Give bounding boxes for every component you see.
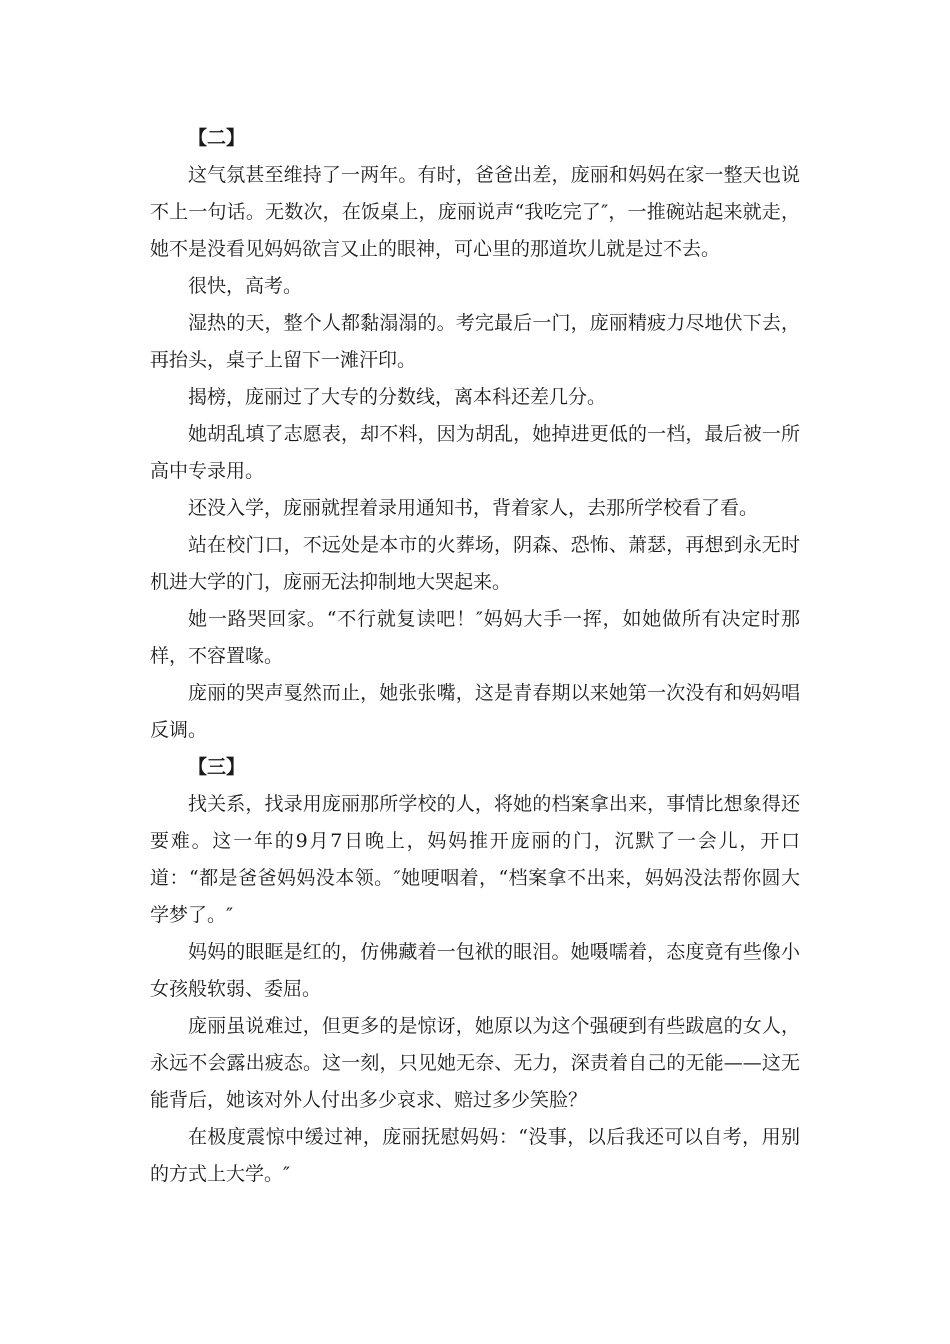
paragraph: 她一路哭回家。“不行就复读吧！″妈妈大手一挥，如她做所有决定时那样，不容置喙。	[150, 608, 800, 667]
paragraph: 还没入学，庞丽就捏着录用通知书，背着家人，去那所学校看了看。	[188, 497, 759, 519]
paragraph: 妈妈的眼眶是红的，仿佛藏着一包袱的眼泪。她嗫嚅着，态度竟有些像小女孩般软弱、委屈。	[150, 941, 800, 1000]
paragraph: 很快，高考。	[188, 275, 303, 297]
paragraph: 找关系，找录用庞丽那所学校的人，将她的档案拿出来，事情比想象得还要难。这一年的9月7日晚上，妈妈推开庞丽的门，沉默了一会儿，开口道：“都是爸爸妈妈没本领。″她哽咽着，“档案拿不出来，妈妈没法帮你圆大学梦了。″	[150, 793, 800, 926]
paragraph: 在极度震惊中缓过神，庞丽抚慰妈妈：“没事，以后我还可以自考，用别的方式上大学。″	[150, 1126, 800, 1185]
paragraph: 这气氛甚至维持了一两年。有时，爸爸出差，庞丽和妈妈在家一整天也说不上一句话。无数次，在饭桌上，庞丽说声“我吃完了″，一推碗站起来就走，她不是没看见妈妈欲言又止的眼神，可心里的那道坎儿就是过不去。	[150, 164, 800, 260]
paragraph: 站在校门口，不远处是本市的火葬场，阴森、恐怖、萧瑟，再想到永无时机进大学的门，庞丽无法抑制地大哭起来。	[150, 534, 800, 593]
document-body	[150, 120, 800, 1193]
section-two-heading: 【二】	[188, 127, 246, 149]
paragraph: 湿热的天，整个人都黏溻溻的。考完最后一门，庞丽精疲力尽地伏下去，再抬头，桌子上留下一滩汗印。	[150, 312, 800, 371]
paragraph: 揭榜，庞丽过了大专的分数线，离本科还差几分。	[188, 386, 607, 408]
paragraph: 庞丽的哭声戛然而止，她张张嘴，这是青春期以来她第一次没有和妈妈唱反调。	[150, 682, 800, 741]
paragraph: 庞丽虽说难过，但更多的是惊讶，她原以为这个强硬到有些跋扈的女人，永远不会露出疲态。这一刻，只见她无奈、无力，深责着自己的无能——这无能背后，她该对外人付出多少哀求、赔过多少笑脸？	[150, 1015, 800, 1111]
paragraph: 她胡乱填了志愿表，却不料，因为胡乱，她掉进更低的一档，最后被一所高中专录用。	[150, 423, 800, 482]
section-three-heading: 【三】	[188, 756, 246, 778]
